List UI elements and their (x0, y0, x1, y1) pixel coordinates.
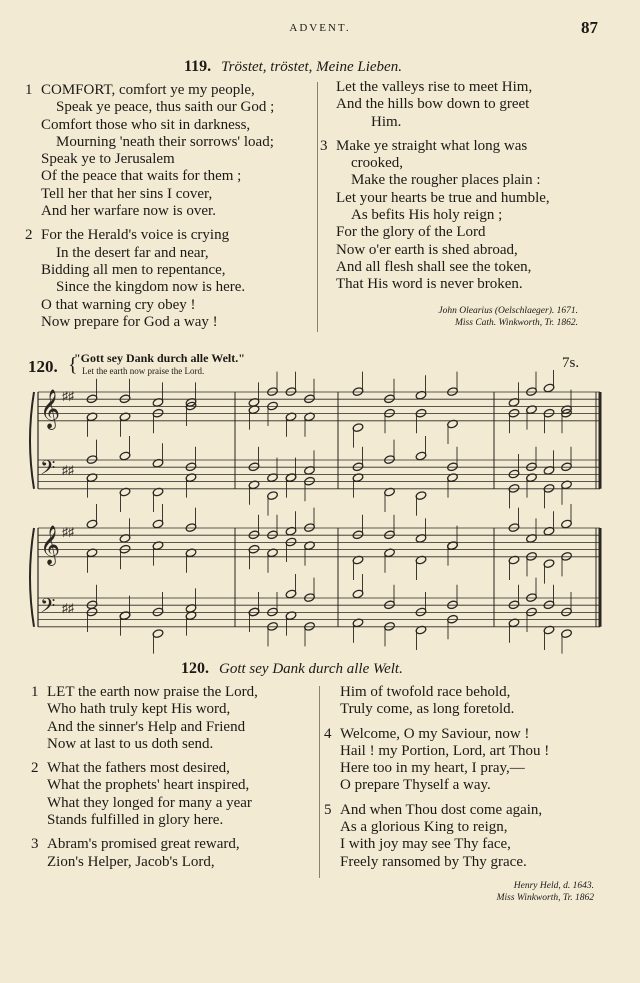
system-brace-icon (30, 392, 34, 489)
hymn-120-left-column (31, 684, 321, 871)
stanza-number: 3 (31, 836, 39, 853)
verse-line (25, 151, 315, 168)
tune-120-number: 120. (28, 357, 58, 376)
verse-text: And the sinner's Help and Friend (47, 718, 246, 735)
verse-text: That His word is never broken. (336, 276, 523, 293)
verse-line (324, 836, 614, 853)
verse-line (320, 259, 610, 276)
stanza-number: 2 (31, 760, 39, 777)
verse-line (25, 297, 315, 314)
key-signature-icon: ♯♯ (62, 389, 74, 403)
verse-text: Bidding all men to repentance, (41, 261, 226, 278)
hymn-120-number: 120. (181, 660, 209, 677)
verse-line (31, 760, 321, 777)
verse-line (31, 795, 321, 812)
stanza-number: 4 (324, 725, 332, 742)
music-score (0, 370, 640, 670)
verse-text: Speak ye to Jerusalem (41, 151, 175, 168)
column-divider (319, 686, 320, 878)
verse-text: I with joy may see Thy face, (340, 836, 511, 853)
verse-text: Welcome, O my Saviour, now ! (340, 725, 530, 742)
hymn-120-attribution (497, 880, 594, 904)
attribution-author: Henry Held, d. 1643. (513, 881, 594, 891)
tune-120-title: "Gott sey Dank durch alle Welt." (74, 351, 245, 365)
verse-text: COMFORT, comfort ye my people, (41, 82, 255, 98)
verse-text: Freely ransomed by Thy grace. (340, 853, 527, 870)
stanza-gap (320, 131, 610, 138)
verse-line (31, 719, 321, 736)
verse-line (25, 203, 315, 220)
hymn-119-right-column (320, 79, 610, 294)
stanza-gap (324, 795, 614, 802)
verse-text: What the prophets' heart inspired, (47, 777, 250, 794)
brace-glyph: { (68, 354, 78, 376)
verse-text: For the Herald's voice is crying (41, 227, 230, 244)
verse-text: Who hath truly kept His word, (47, 701, 231, 718)
verse-text: Abram's promised great reward, (47, 836, 240, 853)
stanza-number: 3 (320, 137, 328, 154)
verse-text: What they longed for many a year (47, 794, 252, 811)
verse-text: And her warfare now is over. (41, 203, 216, 220)
verse-text: As befits His holy reign ; (351, 207, 503, 224)
tune-120-subtitle: Let the earth now praise the Lord. (82, 366, 205, 376)
verse-text: Let the valleys rise to meet Him, (336, 79, 533, 95)
verse-line (31, 736, 321, 753)
verse-line (25, 168, 315, 185)
key-signature-icon: ♯♯ (62, 525, 74, 539)
verse-line (320, 79, 610, 96)
verse-line (320, 138, 610, 155)
key-signature-icon: ♯♯ (62, 463, 74, 477)
page-number: 87 (581, 18, 598, 37)
hymn-119-attribution (438, 305, 578, 329)
verse-text: Tell her that her sins I cover, (41, 185, 213, 202)
stanza-gap (31, 753, 321, 760)
verse-text: Comfort those who sit in darkness, (41, 116, 251, 133)
verse-line (31, 701, 321, 718)
verse-line (25, 134, 315, 151)
attribution-author: John Olearius (Oelschlaeger). 1671. (438, 306, 578, 316)
stanza-gap (25, 220, 315, 227)
verse-line (324, 726, 614, 743)
verse-text: Hail ! my Portion, Lord, art Thou ! (340, 742, 550, 759)
verse-line (324, 802, 614, 819)
verse-text: Make ye straight what long was (336, 137, 528, 154)
verse-text: Speak ye peace, thus saith our God ; (56, 99, 275, 116)
stanza-number: 1 (31, 684, 39, 700)
verse-text: And all flesh shall see the token, (336, 258, 532, 275)
verse-text: crooked, (351, 155, 404, 172)
verse-text: Stands fulfilled in glory here. (47, 812, 224, 829)
verse-text: LET the earth now praise the Lord, (47, 684, 258, 700)
verse-text: And when Thou dost come again, (340, 801, 543, 818)
hymn-120-right-column (324, 684, 614, 871)
verse-text: And the hills bow down to greet (336, 96, 530, 113)
hymn-119-number: 119. (184, 58, 212, 75)
verse-text: What the fathers most desired, (47, 760, 230, 777)
verse-text: Now prepare for God a way ! (41, 313, 218, 330)
verse-text: Let your hearts be true and humble, (336, 189, 550, 206)
verse-text: Him of twofold race behold, (340, 684, 511, 700)
treble-clef-icon: 𝄞 (40, 389, 61, 429)
verse-line (320, 96, 610, 113)
verse-line (320, 172, 610, 189)
verse-text: Truly come, as long foretold. (340, 701, 515, 718)
verse-line (25, 227, 315, 244)
verse-line (25, 117, 315, 134)
stanza-gap (31, 829, 321, 836)
verse-text: Mourning 'neath their sorrows' load; (56, 133, 274, 150)
verse-line (25, 245, 315, 262)
verse-text: For the glory of the Lord (336, 224, 486, 241)
stanza-number: 2 (25, 227, 33, 244)
verse-line (25, 99, 315, 116)
verse-line (320, 155, 610, 172)
verse-text: O that warning cry obey ! (41, 296, 196, 313)
verse-line (320, 242, 610, 259)
key-signature-icon: ♯♯ (62, 601, 74, 615)
treble-clef-icon: 𝄞 (40, 525, 61, 565)
verse-text: Since the kingdom now is here. (56, 279, 246, 296)
system-brace-icon (30, 528, 34, 627)
verse-text: Him. (371, 113, 402, 130)
verse-text: As a glorious King to reign, (340, 819, 508, 836)
hymn-120-title (181, 660, 403, 678)
hymn-119-left-column (25, 82, 315, 331)
stanza-number: 1 (25, 82, 33, 98)
bass-clef-icon: 𝄢 (40, 456, 56, 484)
hymn-119-title (184, 58, 402, 76)
verse-text: Of the peace that waits for them ; (41, 168, 242, 185)
stanza-number: 5 (324, 801, 332, 818)
verse-line (324, 777, 614, 794)
attribution-translator: Miss Cath. Winkworth, Tr. 1862. (455, 318, 578, 328)
tune-120-meter: 7s. (562, 355, 580, 371)
verse-line (324, 743, 614, 760)
verse-line (324, 854, 614, 871)
verse-text: Zion's Helper, Jacob's Lord, (47, 853, 215, 870)
verse-line (31, 836, 321, 853)
verse-line (324, 760, 614, 777)
verse-line (25, 279, 315, 296)
section-heading: ADVENT. (289, 22, 351, 34)
verse-line (31, 777, 321, 794)
verse-line (25, 262, 315, 279)
verse-line (320, 276, 610, 293)
verse-text: Here too in my heart, I pray,— (340, 760, 525, 777)
verse-line (31, 812, 321, 829)
verse-line (320, 190, 610, 207)
column-divider (317, 82, 318, 332)
bass-clef-icon: 𝄢 (40, 594, 56, 622)
verse-line (25, 314, 315, 331)
verse-text: O prepare Thyself a way. (340, 777, 491, 794)
hymn-119-tune-name: Tröstet, tröstet, Meine Lieben. (221, 59, 402, 75)
verse-line (320, 114, 610, 131)
hymn-120-tune-name: Gott sey Dank durch alle Welt. (219, 661, 403, 677)
verse-line (324, 701, 614, 718)
verse-line (324, 684, 614, 701)
attribution-translator: Miss Winkworth, Tr. 1862 (496, 893, 594, 903)
verse-line (25, 186, 315, 203)
verse-text: In the desert far and near, (56, 244, 209, 261)
verse-line (324, 819, 614, 836)
verse-text: Now at last to us doth send. (47, 735, 214, 752)
verse-line (31, 684, 321, 701)
verse-text: Now o'er earth is shed abroad, (336, 241, 518, 258)
verse-line (320, 207, 610, 224)
verse-line (25, 82, 315, 99)
verse-line (320, 224, 610, 241)
verse-text: Make the rougher places plain : (351, 172, 541, 189)
verse-line (31, 854, 321, 871)
stanza-gap (324, 719, 614, 726)
